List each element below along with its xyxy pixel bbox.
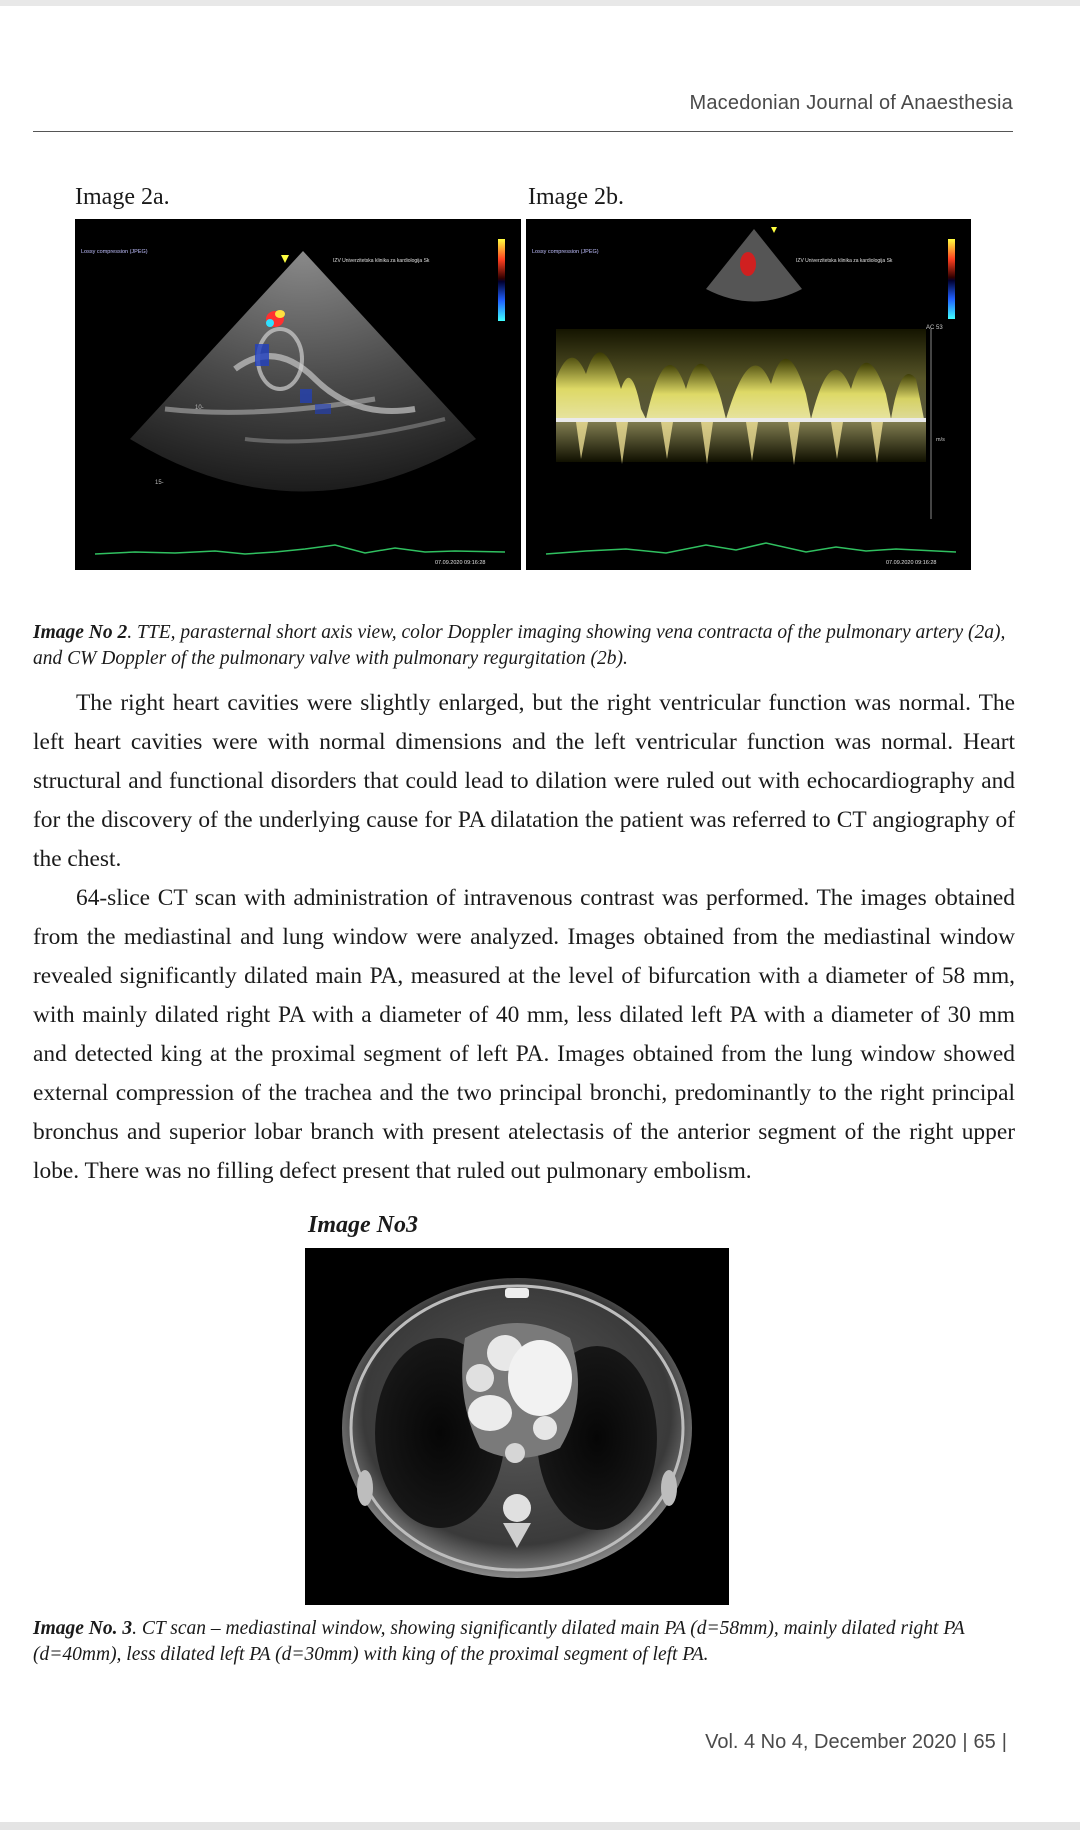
ct-scan-image-3 — [305, 1248, 729, 1605]
doppler-unit-label: m/s — [936, 437, 945, 443]
ct-main-pa — [508, 1340, 572, 1416]
ct-vertebra — [503, 1494, 531, 1522]
doppler-date: 07.09.2020 09:16:28 — [886, 560, 937, 566]
color-scale-bar-b — [948, 239, 955, 319]
ct-sternum — [505, 1288, 529, 1298]
echo-a-date: 07.09.2020 09:16:28 — [435, 560, 486, 566]
image-2b-label: Image 2b. — [528, 184, 624, 210]
header-rule — [33, 131, 1013, 132]
doppler-compression-label: Lossy compression (JPEG) — [532, 249, 599, 255]
journal-name: Macedonian Journal of Anaesthesia — [689, 92, 1013, 114]
echo-a-institution-label: IZV Univerzitetska klinika za kardiologija Sk — [333, 258, 430, 264]
echo-a-depth-10: 10- — [195, 405, 204, 411]
page-number: 65 — [973, 1731, 996, 1753]
body-paragraph-1: The right heart cavities were slightly enlarged, but the right ventricular function was normal. The left heart cavities were with normal dimensions and the left ventricular function was normal. Heart structural and functional disorders that could lead to dilation were ruled out with echocardiography and for the discovery of the underlying cause for PA dilatation the patient was referred to CT angiography of the chest. — [33, 690, 1015, 872]
doppler-scale-label: AC 53 — [926, 325, 943, 331]
figure-3-caption-text: . CT scan – mediastinal window, showing significantly dilated main PA (d=58mm), mainly dilated right PA (d=40mm), less dilated left PA (d=30mm) with king of the proximal segment of left PA. — [33, 1618, 965, 1665]
probe-marker — [281, 255, 289, 263]
doppler-image-2b — [526, 219, 971, 570]
figure-3-caption-title: Image No. 3 — [33, 1618, 133, 1639]
echo-image-2a — [75, 219, 521, 570]
figure-3-caption — [33, 1616, 1015, 1668]
image-2a-label: Image 2a. — [75, 184, 170, 210]
figure-2-caption-title: Image No 2 — [33, 622, 128, 643]
footer-end-bar: | — [1001, 1731, 1007, 1753]
bottom-edge — [0, 1822, 1080, 1830]
doppler-institution-label: IZV Univerzitetska klinika za kardiologija Sk — [796, 258, 893, 264]
echo-a-depth-15: 15- — [155, 480, 164, 486]
echo-a-compression-label: Lossy compression (JPEG) — [81, 249, 148, 255]
ecg-trace — [95, 545, 505, 554]
ecg-trace-b — [546, 543, 956, 554]
footer-volume: Vol. 4 No 4, December 2020 — [705, 1731, 957, 1753]
figure-2-caption — [33, 620, 1015, 672]
image-3-label: Image No3 — [308, 1212, 418, 1238]
footer-separator: | — [962, 1731, 968, 1753]
doppler-baseline — [556, 418, 926, 422]
body-paragraph-2: 64-slice CT scan with administration of intravenous contrast was performed. The images obtained from the mediastinal and lung window were analyzed. Images obtained from the mediastinal window revealed significantly dilated main PA, measured at the level of bifurcation with a diameter of 58 mm, with mainly dilated right PA with a diameter of 40 mm, less dilated left PA with a diameter of 30 mm and detected king at the proximal segment of left PA. Images obtained from the lung window showed external compression of the trachea and the two principal bronchi, predominantly to the right principal bronchus and superior lobar branch with present atelectasis of the anterior segment of the right upper lobe. There was no filling defect present that ruled out pulmonary embolism. — [33, 885, 1015, 1184]
figure-2-caption-text: . TTE, parasternal short axis view, color Doppler imaging showing vena contracta of the pulmonary artery (2a), and CW Doppler of the pulmonary valve with pulmonary regurgitation (2b). — [33, 622, 1006, 669]
page-footer — [705, 1731, 1013, 1754]
color-scale-bar — [498, 239, 505, 321]
top-edge — [0, 0, 1080, 6]
